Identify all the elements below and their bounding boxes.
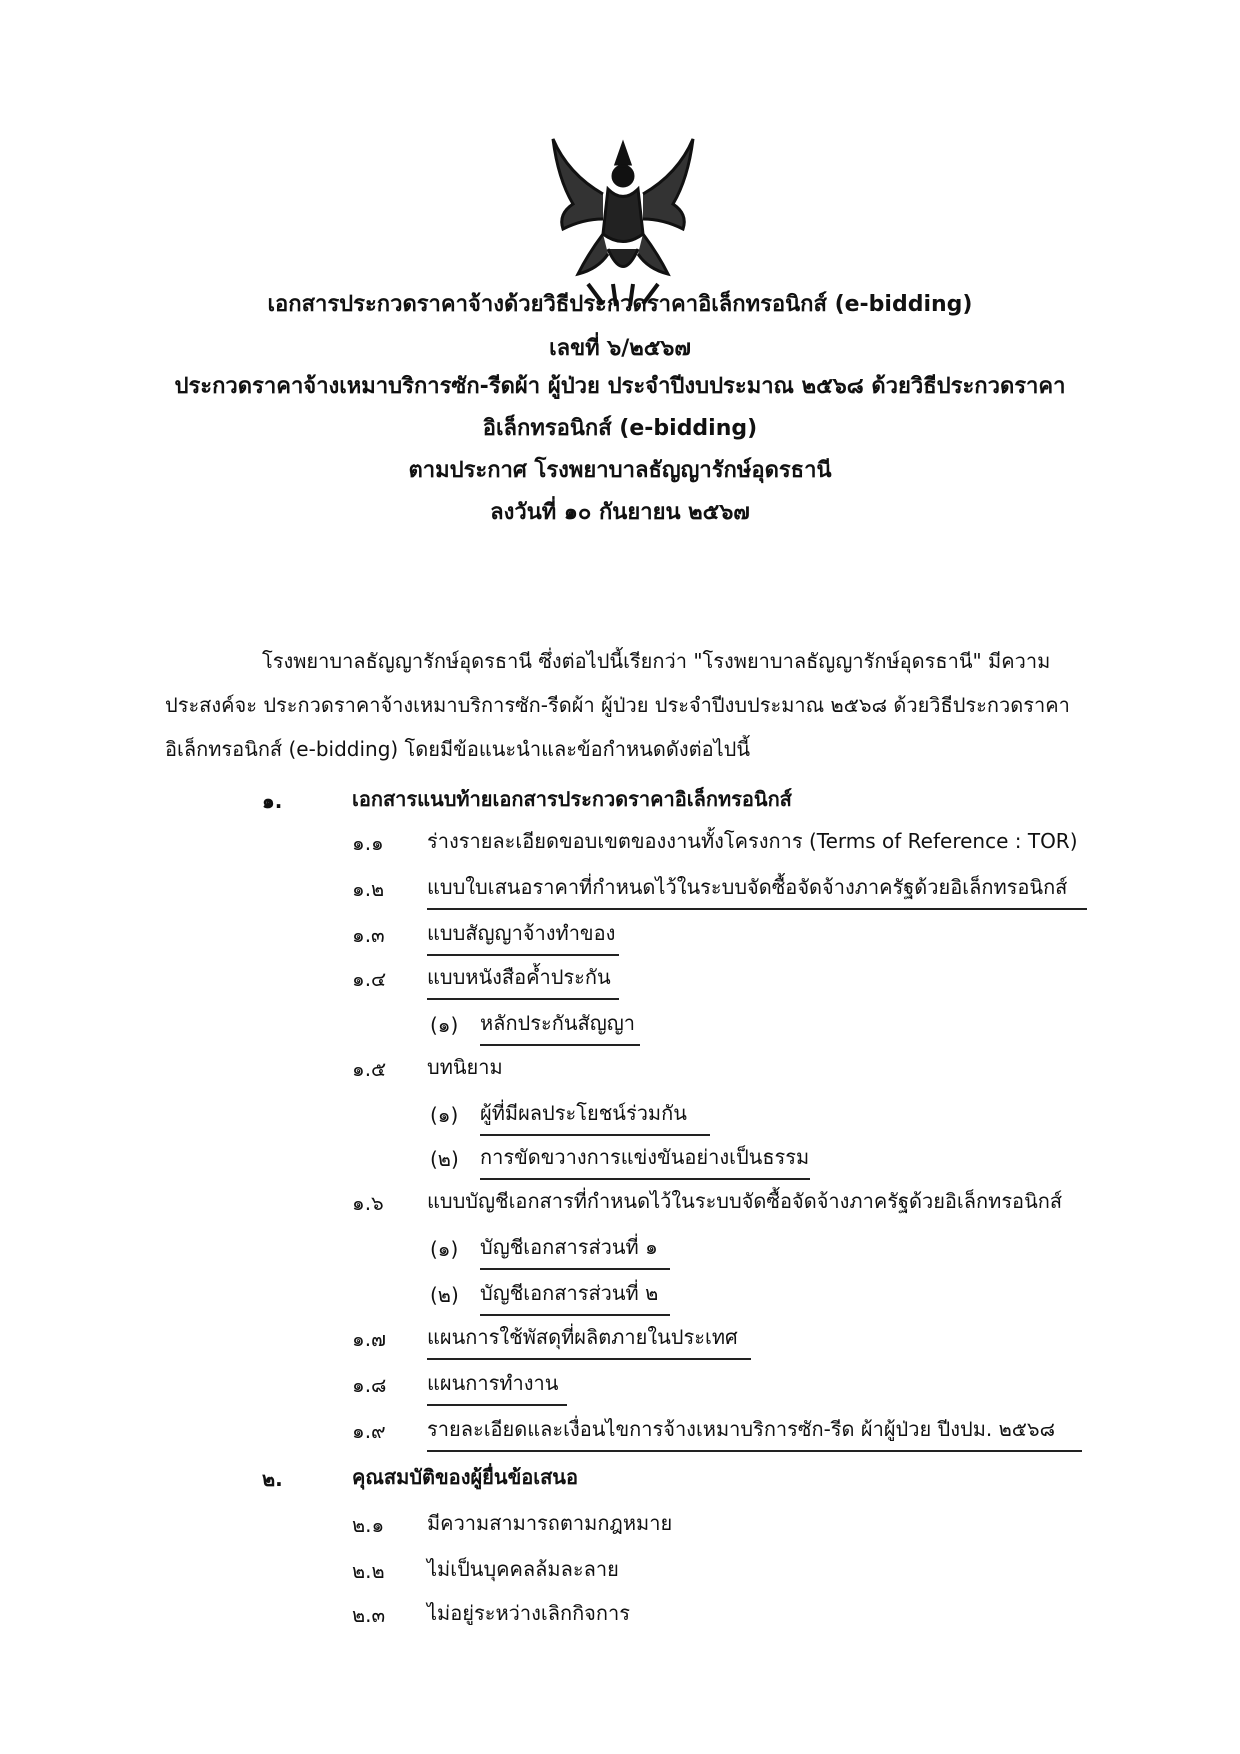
item-number: ๑.๕ xyxy=(352,1057,387,1081)
item-number: ๑.๔ xyxy=(352,967,387,991)
item-number: ๑.๒ xyxy=(352,877,385,901)
subitem-text: บัญชีเอกสารส่วนที่ ๒ xyxy=(480,1281,659,1305)
subitem-text: การขัดขวางการแข่งขันอย่างเป็นธรรม xyxy=(480,1145,810,1169)
section-1-title: เอกสารแนบท้ายเอกสารประกวดราคาอิเล็กทรอนิกส์ xyxy=(352,787,792,811)
doc-date: ลงวันที่ ๑๐ กันยายน ๒๕๖๗ xyxy=(490,500,750,525)
underline xyxy=(480,1178,810,1180)
subitem-number: (๑) xyxy=(430,1013,459,1037)
item-number: ๒.๒ xyxy=(352,1559,385,1583)
subitem-number: (๒) xyxy=(430,1147,459,1171)
item-number: ๑.๙ xyxy=(352,1419,386,1443)
underline xyxy=(427,908,1087,910)
subitem-number: (๑) xyxy=(430,1237,459,1261)
underline xyxy=(480,1044,640,1046)
item-text: รายละเอียดและเงื่อนไขการจ้างเหมาบริการซัก-รีด ผ้าผู้ป่วย ปีงปม. ๒๕๖๘ xyxy=(427,1417,1056,1441)
subitem-text: หลักประกันสัญญา xyxy=(480,1011,636,1035)
doc-number: เลขที่ ๖/๒๕๖๗ xyxy=(549,336,691,361)
item-text: แบบหนังสือค้ำประกัน xyxy=(427,965,611,989)
item-text: ไม่อยู่ระหว่างเลิกกิจการ xyxy=(427,1601,630,1625)
doc-title: เอกสารประกวดราคาจ้างด้วยวิธีประกวดราคาอิเล็กทรอนิกส์ (e-bidding) xyxy=(267,292,973,317)
subitem-number: (๒) xyxy=(430,1283,459,1307)
underline xyxy=(427,1358,751,1360)
doc-announcement: ตามประกาศ โรงพยาบาลธัญญารักษ์อุดรธานี xyxy=(408,458,832,483)
underline xyxy=(480,1268,670,1270)
item-number: ๒.๓ xyxy=(352,1603,386,1627)
garuda-emblem-icon xyxy=(548,134,698,312)
item-number: ๑.๓ xyxy=(352,923,385,947)
item-number: ๒.๑ xyxy=(352,1513,385,1537)
item-text: แผนการทำงาน xyxy=(427,1371,559,1395)
underline xyxy=(427,998,619,1000)
subitem-text: บัญชีเอกสารส่วนที่ ๑ xyxy=(480,1235,658,1259)
item-text: มีความสามารถตามกฎหมาย xyxy=(427,1511,673,1535)
underline xyxy=(427,1404,567,1406)
intro-line-2: ประสงค์จะ ประกวดราคาจ้างเหมาบริการซัก-รีดผ้า ผู้ป่วย ประจำปีงบประมาณ ๒๕๖๘ ด้วยวิธีประกวดราคา xyxy=(165,693,1070,717)
intro-line-3: อิเล็กทรอนิกส์ (e-bidding) โดยมีข้อแนะนำและข้อกำหนดดังต่อไปนี้ xyxy=(165,737,751,761)
item-number: ๑.๖ xyxy=(352,1191,384,1215)
underline xyxy=(480,1134,710,1136)
item-text: บทนิยาม xyxy=(427,1055,503,1079)
item-text: แบบบัญชีเอกสารที่กำหนดไว้ในระบบจัดซื้อจัดจ้างภาครัฐด้วยอิเล็กทรอนิกส์ xyxy=(427,1189,1063,1213)
item-text: ร่างรายละเอียดขอบเขตของงานทั้งโครงการ (Terms of Reference : TOR) xyxy=(427,829,1078,853)
item-number: ๑.๑ xyxy=(352,831,384,855)
section-2-number: ๒. xyxy=(262,1467,283,1491)
doc-subject-line1: ประกวดราคาจ้างเหมาบริการซัก-รีดผ้า ผู้ป่วย ประจำปีงบประมาณ ๒๕๖๘ ด้วยวิธีประกวดราคา xyxy=(174,374,1066,399)
underline xyxy=(480,1314,670,1316)
section-2-title: คุณสมบัติของผู้ยื่นข้อเสนอ xyxy=(352,1465,578,1489)
item-text: แบบสัญญาจ้างทำของ xyxy=(427,921,616,945)
doc-subject-line2: อิเล็กทรอนิกส์ (e-bidding) xyxy=(482,416,758,441)
underline xyxy=(427,954,619,956)
item-number: ๑.๘ xyxy=(352,1373,387,1397)
section-1-number: ๑. xyxy=(262,789,283,813)
subitem-text: ผู้ที่มีผลประโยชน์ร่วมกัน xyxy=(480,1101,687,1125)
item-number: ๑.๗ xyxy=(352,1327,387,1351)
item-text: ไม่เป็นบุคคลล้มละลาย xyxy=(427,1557,619,1581)
intro-line-1: โรงพยาบาลธัญญารักษ์อุดรธานี ซึ่งต่อไปนี้เรียกว่า "โรงพยาบาลธัญญารักษ์อุดรธานี" มีความ xyxy=(262,649,1051,673)
item-text: แผนการใช้พัสดุที่ผลิตภายในประเทศ xyxy=(427,1325,738,1349)
item-text: แบบใบเสนอราคาที่กำหนดไว้ในระบบจัดซื้อจัดจ้างภาครัฐด้วยอิเล็กทรอนิกส์ xyxy=(427,875,1068,899)
subitem-number: (๑) xyxy=(430,1103,459,1127)
underline xyxy=(427,1450,1082,1452)
